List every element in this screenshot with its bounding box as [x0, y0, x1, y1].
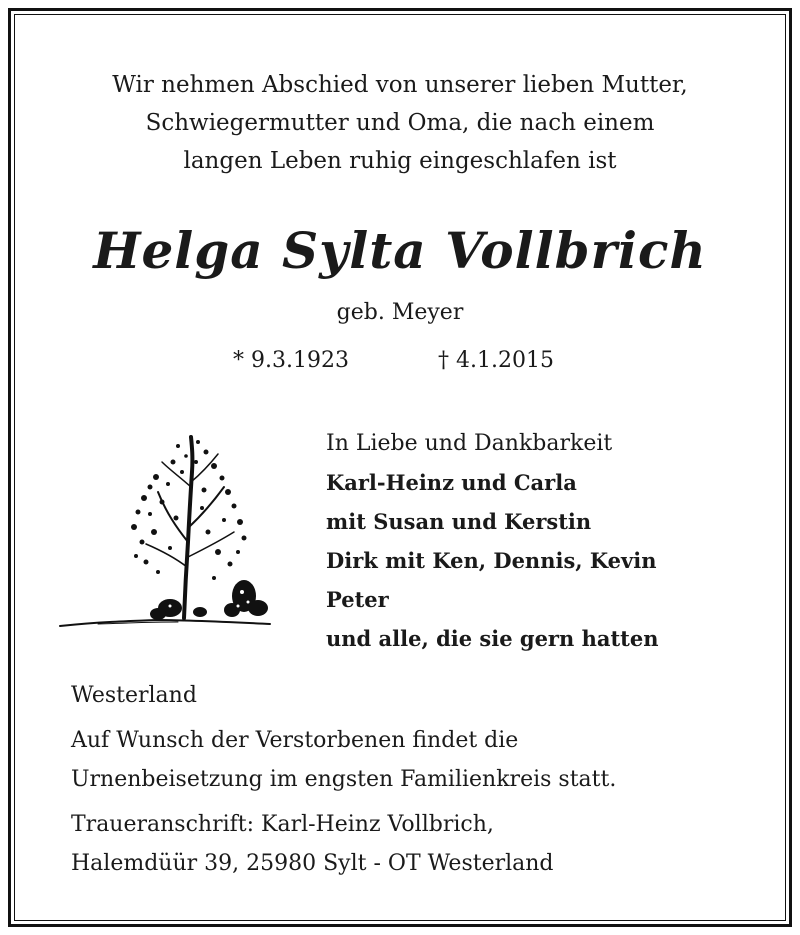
address-line: Halemdüür 39, 25980 Sylt - OT Westerland: [71, 851, 554, 876]
intro-line: Wir nehmen Abschied von unserer lieben Mutter,: [112, 72, 688, 98]
deceased-name: Helga Sylta Vollbrich: [93, 221, 707, 280]
address-line: Traueranschrift: Karl-Heinz Vollbrich,: [71, 812, 494, 837]
mourner-line: mit Susan und Kerstin: [326, 509, 592, 534]
intro-line: Schwiegermutter und Oma, die nach einem: [145, 110, 655, 136]
mourner-line: Dirk mit Ken, Dennis, Kevin: [326, 548, 657, 573]
notice-line: Auf Wunsch der Verstorbenen findet die: [71, 728, 519, 753]
intro-line: langen Leben ruhig eingeschlafen ist: [183, 148, 617, 174]
intro-text: [0, 66, 800, 180]
funeral-notice: [71, 721, 616, 799]
place-name: Westerland: [71, 683, 197, 708]
birth-date: * 9.3.1923: [233, 348, 349, 373]
death-date: † 4.1.2015: [438, 348, 554, 373]
mourner-line: Peter: [326, 587, 389, 612]
closing-block: [71, 676, 616, 883]
mourners-block: [326, 424, 658, 658]
mourner-line: und alle, die sie gern hatten: [326, 626, 659, 651]
notice-line: Urnenbeisetzung im engsten Familienkreis statt.: [71, 767, 617, 792]
mourner-line: Karl-Heinz und Carla: [326, 470, 577, 495]
mourners-lead: In Liebe und Dankbarkeit: [326, 431, 613, 456]
birch-tree-icon: [58, 432, 274, 632]
mourning-address: [71, 805, 616, 883]
birth-name: geb. Meyer: [336, 300, 464, 325]
